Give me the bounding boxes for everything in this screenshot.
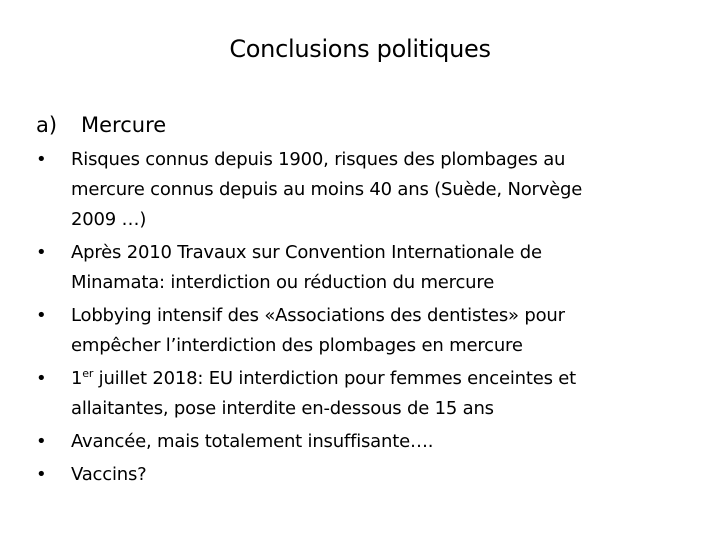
- slide-title: Conclusions politiques: [229, 35, 491, 63]
- bullet-text-line: Après 2010 Travaux sur Convention Internationale de: [71, 242, 542, 263]
- bullet-item: [36, 460, 684, 490]
- date-ordinal-superscript: er: [82, 367, 94, 380]
- bullet-text-line: allaitantes, pose interdite en-dessous de 15 ans: [71, 398, 494, 419]
- bullet-icon: •: [36, 305, 47, 326]
- bullet-text-line: Minamata: interdiction ou réduction du mercure: [71, 272, 495, 293]
- bullet-text-line: empêcher l’interdiction des plombages en mercure: [71, 335, 523, 356]
- bullet-text-line: Vaccins?: [71, 464, 147, 485]
- bullet-item: [36, 301, 684, 361]
- bullet-icon: •: [36, 149, 47, 170]
- section-heading: [36, 111, 684, 139]
- bullet-text-line: Lobbying intensif des «Associations des dentistes» pour: [71, 305, 565, 326]
- slide-body: [36, 111, 684, 493]
- bullet-item: [36, 427, 684, 457]
- bullet-text-line: mercure connus depuis au moins 40 ans (Suède, Norvège: [71, 179, 583, 200]
- bullet-text-line: 2009 …): [71, 209, 147, 230]
- bullet-text-rest: juillet 2018: EU interdiction pour femmes enceintes et: [93, 368, 577, 389]
- bullet-text-line: Risques connus depuis 1900, risques des plombages au: [71, 149, 566, 170]
- bullet-icon: •: [36, 368, 47, 389]
- bullet-icon: •: [36, 431, 47, 452]
- bullet-item: [36, 364, 684, 424]
- bullet-text-line: [71, 364, 684, 394]
- date-day: 1: [71, 368, 83, 389]
- bullet-text-line: Avancée, mais totalement insuffisante….: [71, 431, 434, 452]
- bullet-list: [36, 145, 684, 490]
- bullet-item: [36, 238, 684, 298]
- section-marker: a): [36, 113, 58, 137]
- bullet-icon: •: [36, 242, 47, 263]
- section-label: Mercure: [81, 113, 167, 137]
- bullet-item: [36, 145, 684, 235]
- bullet-icon: •: [36, 464, 47, 485]
